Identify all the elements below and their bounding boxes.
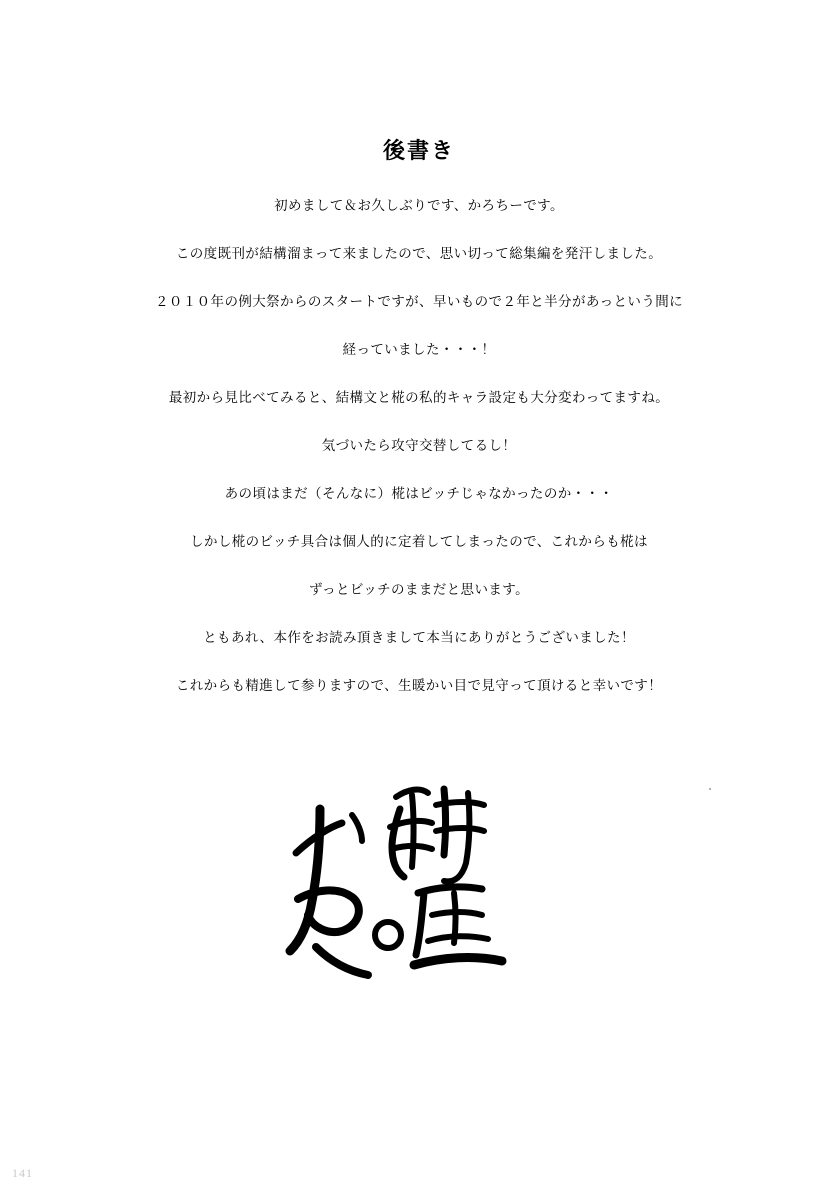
body-line: これからも精進して参りますので、生暖かい目で見守って頂けると幸いです！: [175, 678, 663, 694]
body-line: ２０１０年の例大祭からのスタートですが、早いもので２年と半分があっという間に: [154, 294, 684, 310]
page-title: 後書き: [382, 138, 455, 163]
body-line: あの頃はまだ（そんなに）椛はビッチじゃなかったのか・・・: [224, 486, 614, 502]
afterword-body: [0, 182, 838, 710]
body-line: 気づいたら攻守交替してるし！: [321, 438, 517, 454]
dust-speck: [709, 788, 711, 790]
body-line: この度既刊が結構溜まって来ましたので、思い切って総集編を発汗しました。: [175, 246, 663, 262]
body-line: ともあれ、本作をお読み頂きまして本当にありがとうございました！: [203, 630, 635, 646]
body-line: ずっとビッチのままだと思います。: [309, 582, 529, 598]
body-line: しかし椛のビッチ具合は個人的に定着してしまったので、これからも椛は: [190, 534, 648, 550]
body-line: 最初から見比べてみると、結構文と椛の私的キャラ設定も大分変わってますね。: [168, 390, 670, 406]
body-line: 初めまして＆お久しぶりです、かろちーです。: [274, 198, 564, 214]
page-number: 141: [12, 1166, 33, 1180]
body-line: 経っていました・・・！: [342, 342, 496, 358]
artist-signature: [268, 775, 528, 1000]
